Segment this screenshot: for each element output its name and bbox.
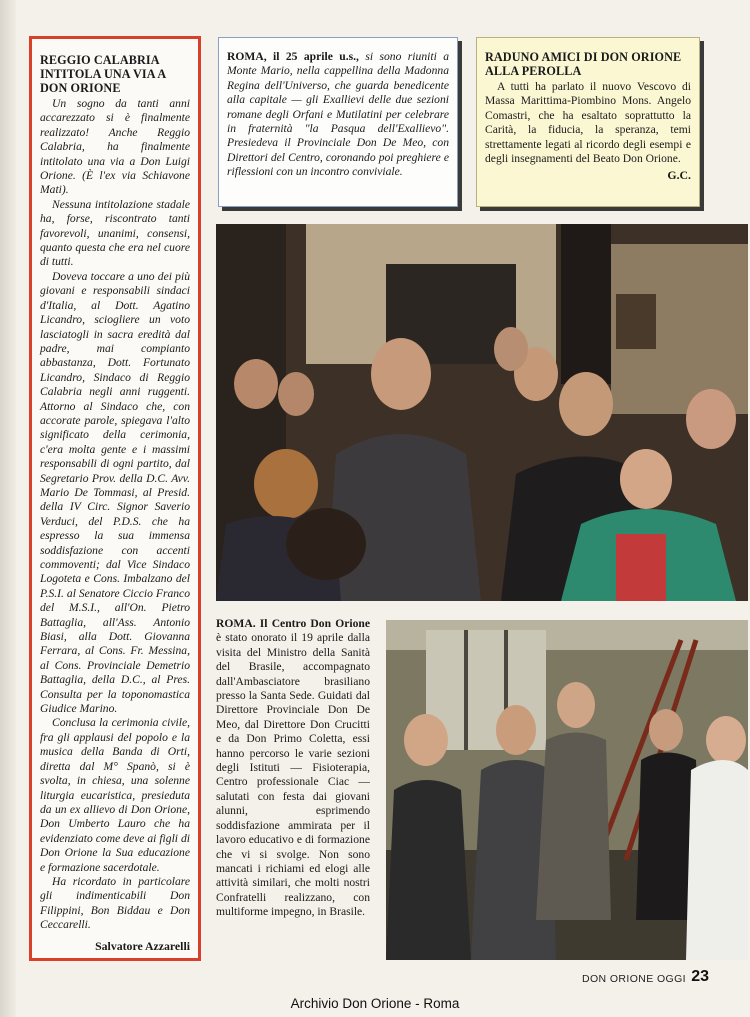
roma-box-lead: ROMA, il 25 aprile u.s., bbox=[227, 50, 359, 63]
photo-minister-visit bbox=[386, 620, 748, 960]
article-reggio-calabria bbox=[29, 36, 201, 961]
roma-box-text: si sono riuniti a Monte Mario, nella cappellina della Madonna Regina dell'Universo, che guarda benedicente alla capitale — gli Exallievi delle due sezioni romane degli Orfani e Mutilatini per celebrare in fraternità "la Pasqua dell'Exallievo". Presiedeva il Provinciale Don De Meo, con Direttori del Centro, coronando poi preghiere e riflessioni con un incontro conviviale. bbox=[227, 50, 449, 179]
publication-name: DON ORIONE OGGI bbox=[581, 973, 686, 985]
roma-article-body bbox=[216, 617, 370, 920]
roma-article-lead: ROMA. Il Centro Don Orione bbox=[216, 617, 370, 630]
reggio-signature: Salvatore Azzarelli bbox=[95, 938, 190, 953]
article-raduno-perolla bbox=[476, 37, 700, 207]
raduno-headline: RADUNO AMICI DI DON ORIONE ALLA PEROLLA bbox=[485, 50, 682, 78]
article-roma-centro bbox=[216, 617, 370, 962]
article-roma-exallievi bbox=[218, 37, 458, 207]
raduno-body: A tutti ha parlato il nuovo Vescovo di Massa Marittima-Piombino Mons. Angelo Comastri, che ha esaltato soprattutto la Carità, la fiducia, la speranza, temi strettamente legati al ricordo degli esempi e degli insegnamenti del Beato Don Orione. bbox=[485, 80, 691, 166]
archive-caption: Archivio Don Orione - Roma bbox=[290, 996, 460, 1011]
roma-box-body bbox=[227, 50, 449, 180]
photo-group-gathering bbox=[216, 224, 748, 601]
roma-article-text: è stato onorato il 19 aprile dalla visita del Ministro della Sanità del Brasile, accompagnato dall'Ambasciatore brasiliano presso la Santa Sede. Guidati dal Direttore Provinciale Don De Meo, dal Direttore Don Crucitti e da Don Primo Coletta, essi hanno percorso le varie sezioni degli Istituti — Fisioterapia, Centro professionale Ciac — salutati con festa dai giovani alunni, esprimendo soddisfazione ammirata per il lavoro educativo e di formazione che vi si svolge. Non sono mancati i richiami ed elogi alle attività similari, che molti nostri Confratelli realizzano, con multiforme impegno, in Brasile. bbox=[216, 631, 370, 919]
reggio-paragraph: Nessuna intitolazione stadale ha, forse, riscontrato tanti favorevoli, unanimi, consensi, quanto questa che era nel cuore di tutti. bbox=[40, 197, 190, 269]
raduno-signature: G.C. bbox=[667, 168, 691, 183]
photo-minister-visit-illustration bbox=[386, 620, 748, 960]
reggio-paragraph: Un sogno da tanti anni accarezzato si è finalmente realizzato! Anche Reggio Calabria, ha finalmente intitolato una via a Don Luigi Orione. (È l'ex via Schiavone Mati). bbox=[40, 97, 190, 197]
page-number: 23 bbox=[691, 968, 709, 985]
reggio-paragraph: Ha ricordato in particolare gli indimenticabili Don Filippini, Bon Biddau e Don Ceccarelli. bbox=[40, 874, 190, 932]
reggio-paragraph: Doveva toccare a uno dei più giovani e responsabili sindaci d'Italia, al Dott. Agatino Licandro, sciogliere un voto lasciatogli in sacra eredità dal padre, mai compianto abbastanza, Dott. Fortunato Licandro, Sindaco di Reggio Calabria negli anni ruggenti. Attorno al Sindaco che, con accorate parole, spiegava l'alto significato della cerimonia, c'era molta gente e i massimi responsabili di ogni partito, dal Segretario Prov. della D.C. Avv. Mario De Tommasi, al Presid. della IV Circ. Signor Saverio Verduci, del P.D.S. che ha espresso la sua immensa soddisfazione con accenti commoventi; dal Vice Sindaco Logoteta e Cons. Imbalzano del P.S.I. al Senatore Ciccio Franco del M.S.I., all'On. Pietro Battaglia, all'Ass. Antonio Biasi, alla Dott. Giovanna Ferrara, al Cons. Fr. Messina, al Cons. Provinciale Demetrio Battaglia, della D.C., al Pres. Consulta per la toponomastica Giudice Marino. bbox=[40, 269, 190, 716]
reggio-headline: REGGIO CALABRIA INTITOLA UNA VIA A DON ORIONE bbox=[40, 53, 166, 95]
reggio-paragraph: Conclusa la cerimonia civile, fra gli applausi del popolo e la musica della Banda di Orti, diretta dal M° Spanò, si è svolta, in chiesa, una solenne liturgia eucaristica, presieduta da un ex allievo di Don Orione, Don Umberto Lauro che ha evidenziato come deve ai figli di Don Orione la Sua educazione e formazione sacerdotale. bbox=[40, 716, 190, 874]
reggio-body bbox=[40, 97, 190, 933]
photo-group-gathering-illustration bbox=[216, 224, 748, 601]
